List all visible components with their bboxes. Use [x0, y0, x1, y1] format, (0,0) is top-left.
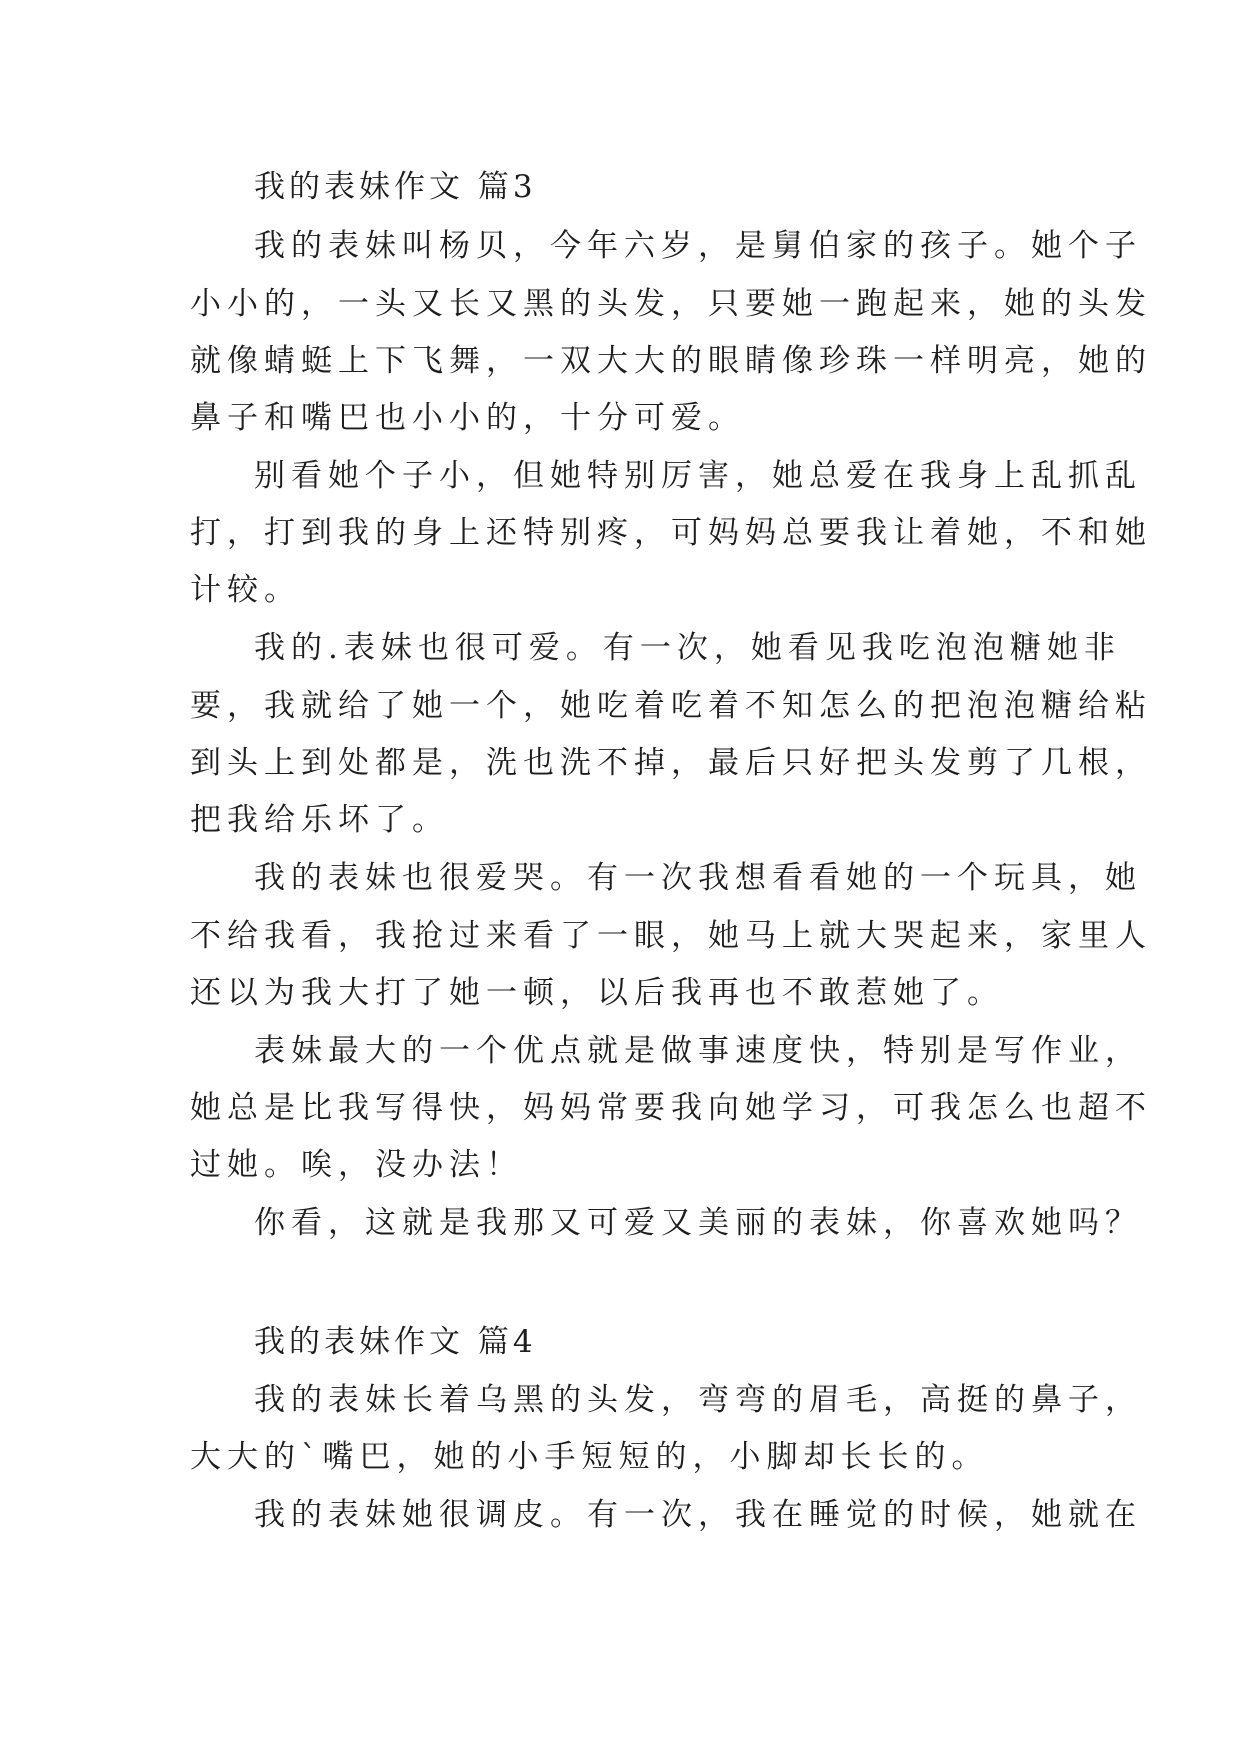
paragraph-line: 我的.表妹也很可爱。有一次，她看见我吃泡泡糖她非	[254, 630, 1121, 666]
paragraph-line: 要，我就给了她一个，她吃着吃着不知怎么的把泡泡糖给粘	[190, 688, 1152, 724]
paragraph-line: 过她。唉，没办法！	[190, 1147, 523, 1183]
section-heading: 我的表妹作文 篇3	[254, 169, 537, 205]
paragraph-line: 不给我看，我抢过来看了一眼，她马上就大哭起来，家里人	[190, 918, 1152, 954]
paragraph-line: 打，打到我的身上还特别疼，可妈妈总要我让着她，不和她	[190, 515, 1152, 551]
paragraph-line: 计较。	[190, 572, 301, 608]
paragraph-line: 鼻子和嘴巴也小小的，十分可爱。	[190, 400, 745, 436]
paragraph-line: 我的表妹她很调皮。有一次，我在睡觉的时候，她就在	[254, 1497, 1142, 1533]
paragraph-line: 到头上到处都是，洗也洗不掉，最后只好把头发剪了几根，	[190, 745, 1152, 781]
paragraph-line: 表妹最大的一个优点就是做事速度快，特别是写作业，	[254, 1033, 1142, 1069]
paragraph-line: 我的表妹也很爱哭。有一次我想看看她的一个玩具，她	[254, 860, 1142, 896]
paragraph-line: 小小的，一头又长又黑的头发，只要她一跑起来，她的头发	[190, 286, 1152, 322]
paragraph-line: 我的表妹长着乌黑的头发，弯弯的眉毛，高挺的鼻子，	[254, 1382, 1142, 1418]
paragraph-line: 把我给乐坏了。	[190, 802, 449, 838]
paragraph-line: 别看她个子小，但她特别厉害，她总爱在我身上乱抓乱	[254, 458, 1142, 494]
paragraph-line: 就像蜻蜓上下飞舞，一双大大的眼睛像珍珠一样明亮，她的	[190, 343, 1152, 379]
paragraph-line: 她总是比我写得快，妈妈常要我向她学习，可我怎么也超不	[190, 1090, 1152, 1126]
paragraph-line: 还以为我大打了她一顿，以后我再也不敢惹她了。	[190, 975, 1004, 1011]
paragraph-line: 大大的`嘴巴，她的小手短短的，小脚却长长的。	[190, 1439, 989, 1475]
section-heading: 我的表妹作文 篇4	[254, 1324, 537, 1360]
paragraph-line: 我的表妹叫杨贝，今年六岁，是舅伯家的孩子。她个子	[254, 228, 1142, 264]
paragraph-line: 你看，这就是我那又可爱又美丽的表妹，你喜欢她吗？	[254, 1205, 1142, 1241]
